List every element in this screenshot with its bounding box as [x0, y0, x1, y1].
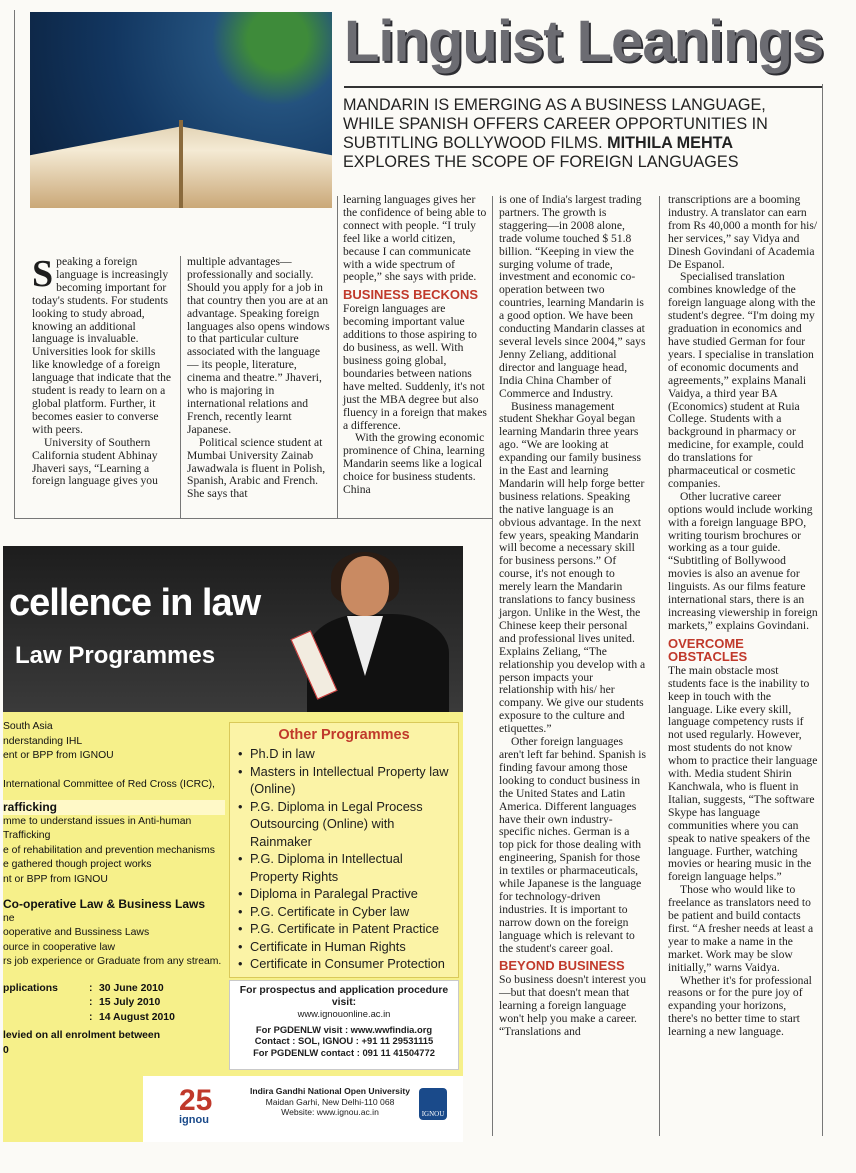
paragraph: Other lucrative career options would include working with a foreign language BPO, writing tourism brochures or working as a tour guide. “Subtitling of Bollywood movies is also an avenue for linguists. As our films feature international stars, there is an increasing viewership in foreign markets,” explains Govindani.	[668, 489, 818, 632]
ad-date-value: 14 August 2010	[99, 1011, 175, 1023]
column-rule	[180, 256, 181, 518]
page-border-left	[14, 10, 15, 518]
contact-line: For PGDENLW visit : www.wwfindia.org	[255, 1023, 433, 1035]
list-item: • Ph.D in law	[238, 745, 454, 763]
ad-date-label: pplications	[3, 982, 58, 994]
ad-program-details	[3, 712, 225, 1058]
ad-line: levied on all enrolment between	[3, 1030, 161, 1041]
paragraph: Specialised translation combines knowledge of the foreign language along with the student's degree. “I'm doing my graduation in economics and have studied German for four years. I specialise in translation of economic documents and agreements,” explains Manali Vaidya, a third year BA (Economics) student at Ruia College. Students with a background in pharmacy or medicine, for example, could do translations for pharmaceutical or cosmetic companies.	[668, 270, 816, 490]
ad-spacer	[3, 764, 225, 778]
ad-spacer	[3, 792, 225, 800]
deck	[343, 96, 813, 172]
contact-line: Contact : SOL, IGNOU : +91 11 29531115	[254, 1035, 434, 1046]
column-rule	[492, 196, 493, 1136]
graduate-face	[341, 556, 389, 616]
list-item: • Diploma in Paralegal Practive	[238, 885, 454, 903]
university-name: Indira Gandhi National Open University	[250, 1086, 410, 1096]
column-rule	[659, 196, 660, 1136]
paragraph: University of Southern California student Abhinay Jhaveri says, “Learning a foreign language gives you	[32, 435, 158, 488]
paragraph: multiple advantages—professionally and socially. Should you apply for a job in that country then you are at an advantage. Speaking foreign languages also opens windows to that particular culture associated with the language — its people, literature, cinema and theatre.” Jhaveri, who is majoring in international relations and French, recently learnt Japanese.	[187, 255, 330, 436]
ad-program-heading: Co-operative Law & Business Laws	[3, 897, 206, 911]
other-programmes-box	[229, 722, 459, 978]
ad-line: 0	[3, 1044, 9, 1056]
paragraph: Foreign languages are becoming important value additions to those aspiring to do business, as well. With business going global, boundaries between nations have melted. Suddenly, it's not just the MBA degree but also fluency in a foreign that makes a difference.	[343, 302, 487, 432]
ad-contact-box	[229, 980, 459, 1070]
article-bottom-rule	[14, 518, 492, 519]
column-rule	[337, 196, 338, 518]
university-website: Website: www.ignou.ac.in	[281, 1107, 379, 1117]
paragraph: “Translations and	[499, 1025, 581, 1039]
article-column-4	[499, 194, 647, 1039]
ad-line: ooperative and Bussiness Laws	[3, 927, 150, 938]
deck-text: MANDARIN IS EMERGING AS A BUSINESS LANGUAGE, WHILE SPANISH OFFERS CAREER OPPORTUNITIES IN SUBTITLING BOLLYWOOD FILMS.	[343, 96, 768, 152]
ad-headline: cellence in law	[9, 582, 261, 624]
ignou-logo-text: ignou	[179, 1114, 209, 1126]
list-item: • P.G. Certificate in Cyber law	[238, 903, 454, 921]
article-column-2	[187, 256, 331, 501]
paragraph: The main obstacle most students face is the inability to keep in touch with the language. Like every skill, language competency rusts if not used regularly. However, most students do not know whom to practice their language with. Media student Shirin Kanchwala, who is fluent in Italian, suggests, “The software Skype has language communities where you can speak to native speakers of the language. Further, watching movies or hearing music in the foreign language helps.”	[668, 663, 818, 884]
ignou-emblem-icon	[419, 1088, 447, 1120]
contact-line: For PGDENLW contact : 091 11 41504772	[253, 1046, 435, 1058]
emblem-label: IGNOU	[421, 1110, 445, 1118]
ignou-logo	[179, 1084, 229, 1134]
ad-program-heading: rafficking	[3, 800, 225, 815]
university-address: Maidan Garhi, New Delhi-110 068	[265, 1096, 395, 1107]
subhead-beyond-business: BEYOND BUSINESS	[499, 958, 625, 974]
paragraph: is one of India's largest trading partners. The growth is staggering—in 2008 alone, trade volume touched $ 51.8 billion. “Keeping in view the surging volume of trade, investment and economic co-operation between two countries, learning Mandarin is a good option. We have been conducting Mandarin classes at several levels since 2004,” says Jenny Zeliang, additional director and language head, India China Chamber of Commerce and Industry.	[499, 193, 646, 400]
ad-banner	[3, 546, 463, 712]
other-programmes-list	[230, 745, 458, 973]
list-item: • Masters in Intellectual Property law (Online)	[238, 763, 454, 798]
paragraph: Those who would like to freelance as translators need to be patient and build contacts first. “A fresher needs at least a year to make a name in the market. Work may be slow initially,” warns Vaidya.	[668, 883, 814, 974]
list-item: • P.G. Certificate in Patent Practice	[238, 920, 454, 938]
ad-date-row: pplications : 30 June 2010	[3, 982, 225, 997]
ad-spacer	[3, 887, 225, 897]
ignou-law-advertisement	[3, 546, 463, 1142]
article-column-3	[343, 194, 488, 497]
ad-line: ne	[3, 912, 15, 924]
article-column-1	[32, 253, 175, 488]
book-spine	[179, 120, 183, 208]
ad-line: nt or BPP from IGNOU	[3, 873, 108, 885]
paragraph: Other foreign languages aren't left far behind. Spanish is finding favour among those looking to conduct business in the United States and Latin America. Different languages have their own industry-specific niches. German is a top pick for those dealing with engineering, Spanish for those in textiles or pharmaceuticals, while Japanese is the language for technology-driven industries. It is important to narrow down on the foreign language which is relevant to the student's career goal.	[499, 735, 646, 955]
paragraph: Whether it's for professional reasons or for the pure joy of expanding your horizons, there's no better time to start learning a new language.	[668, 973, 812, 1039]
graduate-photo	[303, 552, 453, 712]
ad-line: South Asia	[3, 721, 53, 732]
paragraph: Political science student at Mumbai University Zainab Jawadwala is fluent in Polish, Spanish, Arabic and French. She says that	[187, 435, 326, 501]
list-item: • P.G. Diploma in Intellectual Property Rights	[238, 850, 454, 885]
deck-author: MITHILA MEHTA	[607, 134, 734, 152]
paragraph: With the growing economic prominence of China, learning Mandarin seems like a logical choice for business students. China	[343, 431, 485, 497]
paragraph: learning languages gives her the confidence of being able to connect with people. “I truly feel like a world citizen, because I can communicate with a wide spectrum of people,” she says with pride.	[343, 193, 487, 284]
ad-line: ource in cooperative law	[3, 941, 116, 953]
hero-image-open-book-globe	[30, 12, 332, 208]
list-item: • Certificate in Human Rights	[238, 938, 454, 956]
paragraph: So business doesn't interest you—but that doesn't mean that learning a foreign language won't help you make a career.	[499, 973, 647, 1026]
ad-date-value: 15 July 2010	[99, 997, 161, 1008]
subhead-overcome-obstacles: OVERCOME OBSTACLES	[668, 635, 748, 664]
ad-date-row: : 14 August 2010	[89, 1011, 175, 1023]
paragraph: transcriptions are a booming industry. A translator can earn from Rs 40,000 a month for his/ her services,” say Vidya and Dinesh Govindani of Academia De Espanol.	[668, 193, 818, 271]
other-programmes-title: Other Programmes	[278, 727, 410, 743]
ad-line: e gathered though project works	[3, 859, 152, 870]
paragraph: Business management student Shekhar Goyal began learning Mandarin three years ago. “We are looking at expanding our family business in the East and learning Mandarin will help forge better business relations. Speaking the native language is an obvious advantage. In the next few years, speaking Mandarin will become a necessary skill for business persons.” Of course, it's not enough to merely learn the Mandarin translations to fancy business jargon. Unlike in the West, the Chinese keep their personal and professional lives united. Explains Zeliang, “The relationship you develop with a person impacts your relationship with his/ her company. We give our students exposure to the culture and etiquettes.”	[499, 399, 646, 736]
subhead-business-beckons: BUSINESS BECKONS	[343, 287, 479, 303]
ignou-logo-number: 25	[179, 1084, 213, 1117]
contact-line: For prospectus and application procedure visit:	[239, 985, 449, 1008]
ad-line: nderstanding IHL	[3, 735, 83, 747]
ad-line: e of rehabilitation and prevention mechanisms	[3, 844, 215, 856]
drop-cap: S	[32, 253, 54, 295]
headline-rule	[344, 86, 822, 88]
paragraph: peaking a foreign language is increasingly becoming important for today's students. For students looking to study abroad, knowing an additional language is invaluable. Universities look for skills like knowledge of a foreign language that indicate that the student is ready to learn on a global platform. Further, it becomes easier to converse with peers.	[32, 255, 172, 436]
ad-footer	[143, 1076, 463, 1142]
ad-line: ent or BPP from IGNOU	[3, 750, 114, 761]
ad-footer-info	[245, 1086, 415, 1118]
article-column-5	[668, 194, 818, 1039]
page-border-right	[822, 84, 823, 1136]
headline: Linguist Leanings	[344, 9, 824, 74]
list-item: • Certificate in Consumer Protection	[238, 955, 454, 973]
ad-date-row: : 15 July 2010	[89, 997, 161, 1008]
ad-date-value: 30 June 2010	[99, 982, 164, 994]
ad-line: rs job experience or Graduate from any stream.	[3, 956, 222, 967]
ad-subheadline: Law Programmes	[15, 642, 216, 669]
ad-line: mme to understand issues in Anti-human Trafficking	[3, 815, 192, 841]
ad-spacer	[3, 970, 225, 982]
ad-line: International Committee of Red Cross (ICRC),	[3, 778, 215, 790]
contact-line: www.ignouonline.ac.in	[297, 1008, 391, 1019]
deck-text-end: EXPLORES THE SCOPE OF FOREIGN LANGUAGES	[343, 153, 739, 171]
list-item: • P.G. Diploma in Legal Process Outsourcing (Online) with Rainmaker	[238, 798, 454, 851]
